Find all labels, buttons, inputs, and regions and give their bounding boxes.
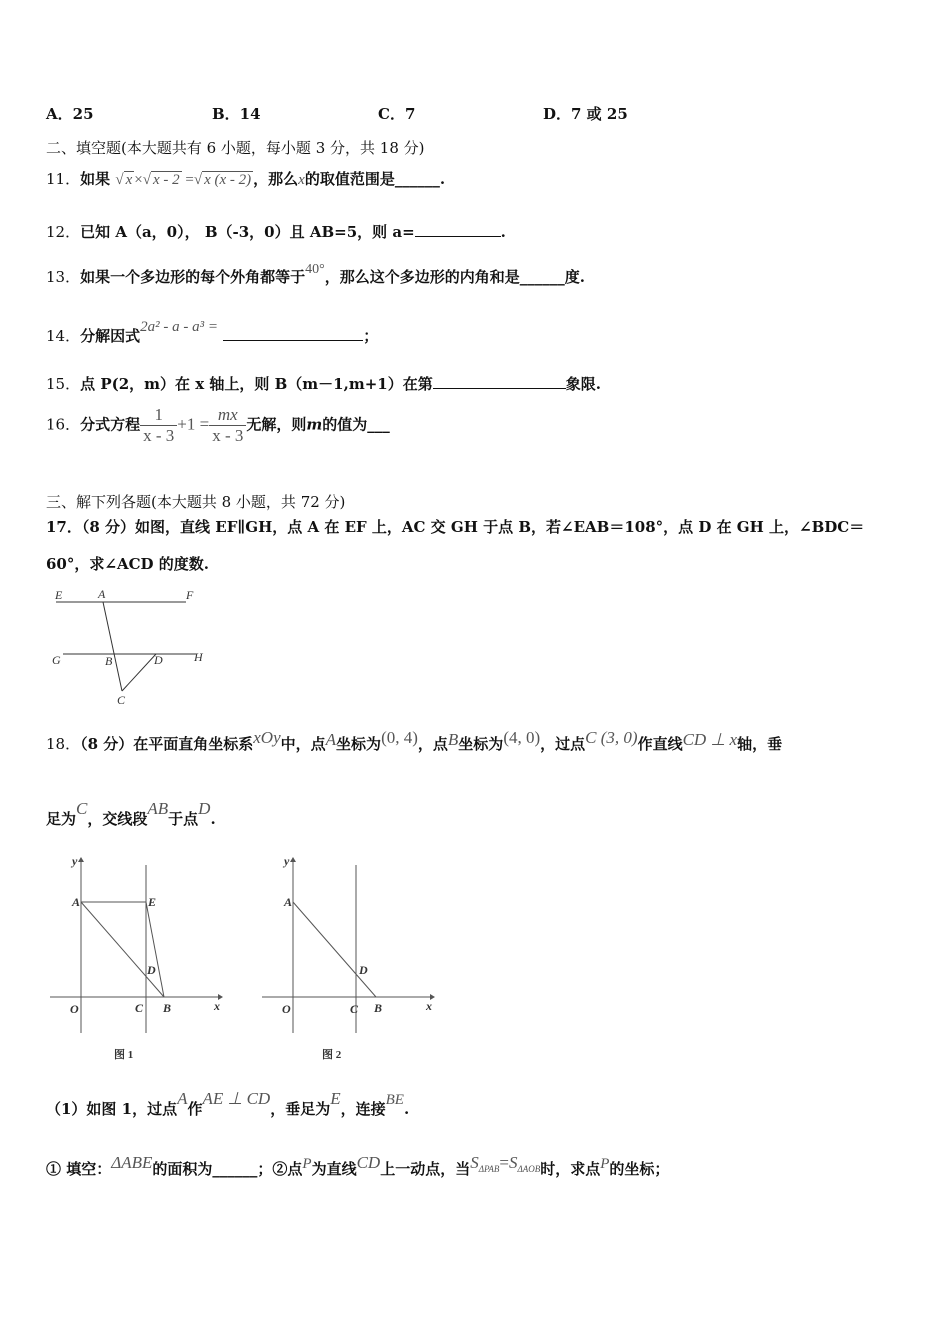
q18-text-o: 轴，垂 [737, 735, 783, 753]
q12-blank [415, 236, 501, 237]
q18-coord-b: (4, 0) [503, 728, 541, 747]
q18p1s-triangle-abe: ΔABE [111, 1153, 153, 1172]
q13-pre: 如果一个多边形的每个外角都等于 [80, 268, 306, 286]
q18p1-text-i: . [403, 1100, 410, 1118]
question-15 [46, 373, 601, 394]
q18p1s-point-p-2: P [600, 1156, 610, 1172]
fig1-label-e: E [148, 895, 157, 909]
fig2-label-o: O [282, 1002, 291, 1016]
q18p1-point-e: E [330, 1089, 341, 1108]
q16-post: 无解，则 [246, 415, 307, 434]
q16-fraction-2: $\frac{mx}{x - 3}$ [209, 405, 246, 446]
q11-expression: √ x ×√ x - 2 =√ x (x - 2) [115, 172, 252, 188]
q18p1-segment-be: BE [385, 1092, 404, 1108]
q18-text-c: 中，点 [280, 735, 326, 753]
q12-number: 12． [46, 223, 81, 241]
option-c: C．7 [378, 105, 416, 123]
fig1-label-x: x [214, 999, 220, 1013]
q15-number: 15． [46, 375, 81, 393]
q14-number: 14． [46, 327, 81, 345]
section-3-title: 三、解下列各题(本大题共 8 小题，共 72 分) [46, 493, 346, 511]
q12-text: 已知 A（a，0）， B（-3，0）且 AB=5，则 a= [80, 223, 415, 241]
label-h: H [194, 650, 203, 664]
label-c: C [117, 693, 126, 707]
q18-point-b: B [447, 730, 459, 749]
q18-cd-perp: CD ⊥ x [682, 730, 738, 749]
q18-point-c: C (3, 0) [585, 728, 638, 747]
fig2-label-a: A [284, 895, 293, 909]
option-a: A．25 [46, 105, 94, 123]
q14-blank [223, 340, 363, 341]
q18-point-d: D [198, 799, 211, 818]
q18-text-k: ，过点 [540, 735, 586, 753]
option-b: B．14 [212, 105, 261, 123]
q18p1s-point-p: P [302, 1156, 312, 1172]
q15-pre: 点 P(2，m）在 x 轴上，则 B（m－1,m+1）在第 [80, 375, 433, 393]
q17-figure [46, 585, 216, 710]
q15-blank [433, 388, 566, 389]
q18p1s-text-a: ① 填空： [46, 1160, 112, 1178]
label-g: G [52, 653, 61, 667]
q16-tail: 的值为___ [322, 415, 390, 434]
q14-expression: 2a² - a - a³ = [140, 319, 218, 335]
q18-segment-ab: AB [147, 799, 169, 818]
q18p1-text-g: ，连接 [340, 1100, 386, 1118]
q18-figure-2 [258, 850, 448, 1065]
q18p1s-text-e: 为直线 [311, 1160, 357, 1178]
fig2-label-d: D [359, 963, 368, 977]
question-17-line-2: 60°，求∠ACD 的度数. [46, 555, 209, 573]
q18-foot-c: C [76, 799, 88, 818]
question-16 [46, 405, 390, 446]
question-18-part-1 [46, 1089, 410, 1119]
q11-post: ，那么 [253, 170, 299, 188]
q15-post: 象限. [565, 375, 601, 393]
q18-text-r: ，交线段 [87, 810, 148, 828]
q11-tail: 的取值范围是______. [304, 170, 446, 188]
question-12 [46, 221, 506, 242]
q18p1-ae-perp: AE ⊥ CD [202, 1089, 271, 1108]
q18p1s-line-cd: CD [356, 1153, 381, 1172]
q16-number: 16． [46, 415, 81, 434]
q13-angle: 40° [305, 262, 325, 277]
fig1-label-a: A [72, 895, 81, 909]
q18-coord-a: (0, 4) [381, 728, 418, 747]
q16-pre: 分式方程 [80, 415, 141, 434]
q18p1s-text-h: 时，求点 [540, 1160, 601, 1178]
label-f: F [186, 588, 194, 602]
q16-plus: +1 = [177, 414, 210, 434]
fig1-caption: 图 1 [114, 1049, 134, 1061]
q18p1s-text-c: 的面积为______；②点 [152, 1160, 303, 1178]
option-d: D．7 或 25 [543, 105, 628, 123]
q18p1-text-c: 作 [187, 1100, 203, 1118]
q18-text-t: 于点 [168, 810, 199, 828]
fig2-label-c: C [350, 1002, 359, 1016]
q18p1-text-a: （1）如图 1，过点 [46, 1100, 178, 1118]
q18p1s-text-j: 的坐标； [609, 1160, 670, 1178]
fig2-label-x: x [426, 999, 432, 1013]
q16-m: m [306, 415, 323, 434]
question-18-part-1-items [46, 1153, 670, 1180]
question-18-line-2 [46, 799, 216, 829]
label-e: E [55, 588, 63, 602]
q18p1-text-e: ，垂足为 [270, 1100, 331, 1118]
q18-text-a: （8 分）在平面直角坐标系 [80, 735, 254, 753]
q18-text-e: 坐标为 [336, 735, 382, 753]
q18-text-v: . [210, 810, 216, 828]
label-d: D [154, 653, 163, 667]
fig1-label-b: B [163, 1001, 172, 1015]
label-a: A [98, 587, 106, 601]
q11-number: 11． [46, 170, 81, 188]
q16-fraction-1: $\frac{1}{x - 3}$ [140, 405, 177, 446]
q18p1s-area-equation: $S_{\Delta PAB}=S_{\Delta AOB}$ [470, 1153, 541, 1174]
q11-var: x [298, 172, 305, 188]
q18p1-point-a: A [177, 1089, 188, 1108]
question-13 [46, 262, 585, 287]
q12-tail: . [500, 223, 506, 241]
q14-pre: 分解因式 [80, 327, 141, 345]
q13-post: ，那么这个多边形的内角和是______度. [324, 268, 585, 286]
question-14 [46, 319, 379, 346]
q18-text-g: ，点 [417, 735, 448, 753]
q18-text-p: 足为 [46, 810, 77, 828]
q18-number: 18． [46, 735, 81, 753]
question-18-line-1 [46, 728, 783, 754]
q18-xoy: xOy [253, 728, 281, 747]
label-b: B [105, 654, 113, 668]
q18-point-a: A [325, 730, 337, 749]
fig2-label-b: B [374, 1001, 383, 1015]
q18p1s-text-g: 上一动点，当 [380, 1160, 471, 1178]
q13-number: 13． [46, 268, 81, 286]
q14-tail: ； [363, 327, 379, 345]
fig1-label-d: D [147, 963, 156, 977]
fig1-label-y: y [72, 854, 78, 868]
question-17-line-1: 17．（8 分）如图，直线 EF∥GH，点 A 在 EF 上，AC 交 GH 于点 B，若∠EAB＝108°，点 D 在 GH 上，∠BDC＝ [46, 518, 865, 536]
fig2-caption: 图 2 [322, 1049, 342, 1061]
fig2-label-y: y [284, 854, 290, 868]
fig1-label-o: O [70, 1002, 79, 1016]
q18-text-i: 坐标为 [458, 735, 504, 753]
q18-figure-1 [46, 850, 236, 1065]
section-2-title: 二、填空题(本大题共有 6 小题，每小题 3 分，共 18 分) [46, 139, 425, 157]
question-11 [46, 168, 445, 189]
q11-pre: 如果 [80, 170, 111, 188]
q18-text-m: 作直线 [637, 735, 683, 753]
fig1-label-c: C [135, 1001, 144, 1015]
